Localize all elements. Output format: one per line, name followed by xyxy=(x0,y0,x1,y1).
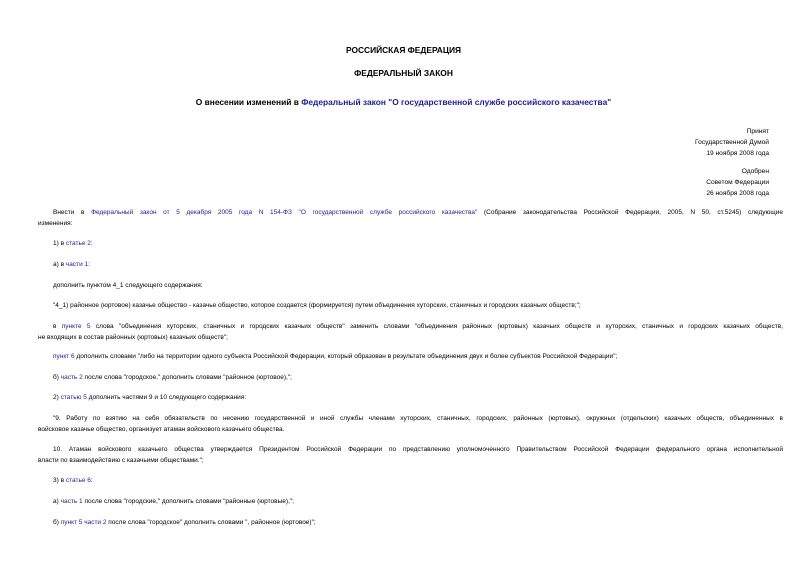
item-a xyxy=(38,260,783,271)
clause-6-link[interactable]: пункт 6 xyxy=(53,353,75,360)
item-3a xyxy=(38,497,783,508)
intro-paragraph-cont: изменения: xyxy=(38,220,73,227)
item-3b-rest: после слова "городское" дополнить словами ", районное (юртовое)"; xyxy=(106,519,316,526)
item-b-rest: после слова "городское," дополнить словами "районное (юртовое),"; xyxy=(82,374,292,381)
part-1-link[interactable]: части 1 xyxy=(65,261,89,268)
item-2-prefix: 2) xyxy=(53,394,61,401)
item-6-rest: дополнить словами "либо на территории одного субъекта Российской Федерации, который образован в результате объединения двух и более субъектов Российской Федерации"; xyxy=(74,353,618,360)
item-2-rest: дополнить частями 9 и 10 следующего содержания: xyxy=(86,394,247,401)
item-3a-rest: после слова "городские," дополнить словами "районные (юртовые),"; xyxy=(82,498,294,505)
item-1 xyxy=(38,239,783,250)
clause-4-1-paragraph: "4_1) районное (юртовое) казачье общество - казачье общество, которое создается (формируется) путем объединения хуторских, станичных и городских казачьих обществ;"; xyxy=(53,302,581,309)
item-3b-prefix: б) xyxy=(53,519,61,526)
article-6-part-1-link[interactable]: часть 1 xyxy=(60,498,83,505)
article-6-link[interactable]: статье 6 xyxy=(65,477,91,484)
item-3 xyxy=(38,476,783,487)
approved-by: Советом Федерации xyxy=(706,179,769,186)
item-1-prefix: 1) в xyxy=(53,240,66,247)
item-3-suffix: : xyxy=(90,477,93,484)
part-2-link[interactable]: часть 2 xyxy=(60,374,83,381)
item-a-suffix: : xyxy=(88,261,90,268)
intro-law-link[interactable]: Федеральный закон от 5 декабря 2005 года N 154-ФЗ "О государственной службе российского казачества" xyxy=(91,209,478,216)
item-3-prefix: 3) в xyxy=(53,477,66,484)
item-2 xyxy=(38,393,783,404)
item-5-paragraph xyxy=(38,322,783,333)
approved-date: 26 ноября 2008 года xyxy=(706,190,769,197)
item-1-suffix: : xyxy=(90,240,93,247)
clause-5-link[interactable]: пункте 5 xyxy=(61,323,91,330)
country-heading: РОССИЙСКАЯ ФЕДЕРАЦИЯ xyxy=(345,45,462,55)
clause-5-of-part-2-link[interactable]: пункт 5 xyxy=(60,519,83,526)
part-10-paragraph-cont: власти по взаимодействию с казачьими обществами."; xyxy=(38,457,204,464)
law-title-link[interactable]: Федеральный закон "О государственной службе российского казачества" xyxy=(301,97,612,107)
article-2-link[interactable]: статье 2 xyxy=(65,240,91,247)
law-title-prefix: О внесении изменений в xyxy=(195,97,302,107)
adoption-state-duma xyxy=(695,126,769,159)
part-9-paragraph-cont: войсковое казачье общество, организует атаман войскового казачьего общества. xyxy=(38,426,285,433)
item-a-prefix: а) в xyxy=(53,261,66,268)
part-10-paragraph: 10. Атаман войскового казачьего общества утверждается Президентом Российской Федерации по представлению уполномоченного Правительством Российской Федерации федерального органа исполнительной xyxy=(53,446,783,453)
accepted-label: Принят xyxy=(746,128,769,135)
accepted-date: 19 ноября 2008 года xyxy=(706,150,769,157)
item-b xyxy=(38,373,783,384)
item-5-prefix: в xyxy=(53,323,62,330)
item-5-rest: слова "объединения хуторских, станичных и городских казачьих обществ" заменить словами "объединения районных (юртовых) казачьих обществ и хуторских, станичных и городских казачьих обществ, xyxy=(90,323,783,330)
intro-prefix: Внести в xyxy=(53,209,92,216)
intro-rest: (Собрание законодательства Российской Федерации, 2005, N 50, ст.5245) следующие xyxy=(477,209,783,216)
doc-type-heading: ФЕДЕРАЛЬНЫЙ ЗАКОН xyxy=(354,68,453,78)
accepted-by: Государственной Думой xyxy=(695,139,769,146)
item-6-paragraph xyxy=(38,352,783,363)
item-b-prefix: б) xyxy=(53,374,61,381)
article-5-link[interactable]: статью 5 xyxy=(60,394,87,401)
intro-paragraph xyxy=(38,208,783,219)
part-9-paragraph: "9. Работу по взятию на себя обязательств по несению государственной и иной службы членами хуторских, станичных, городских, районных (юртовых), окружных (отдельских) казачьих обществ, объединенных в xyxy=(53,415,783,422)
item-5-paragraph-cont: не входящих в состав районных (юртовых) казачьих обществ"; xyxy=(38,334,228,341)
law-title xyxy=(0,97,807,107)
adoption-federation-council xyxy=(706,166,769,199)
add-clause-paragraph: дополнить пунктом 4_1 следующего содержания: xyxy=(53,282,203,289)
item-3b xyxy=(38,518,783,529)
item-3a-prefix: а) xyxy=(53,498,61,505)
part-2-of-article-6-link[interactable]: части 2 xyxy=(84,519,107,526)
approved-label: Одобрен xyxy=(741,168,769,175)
